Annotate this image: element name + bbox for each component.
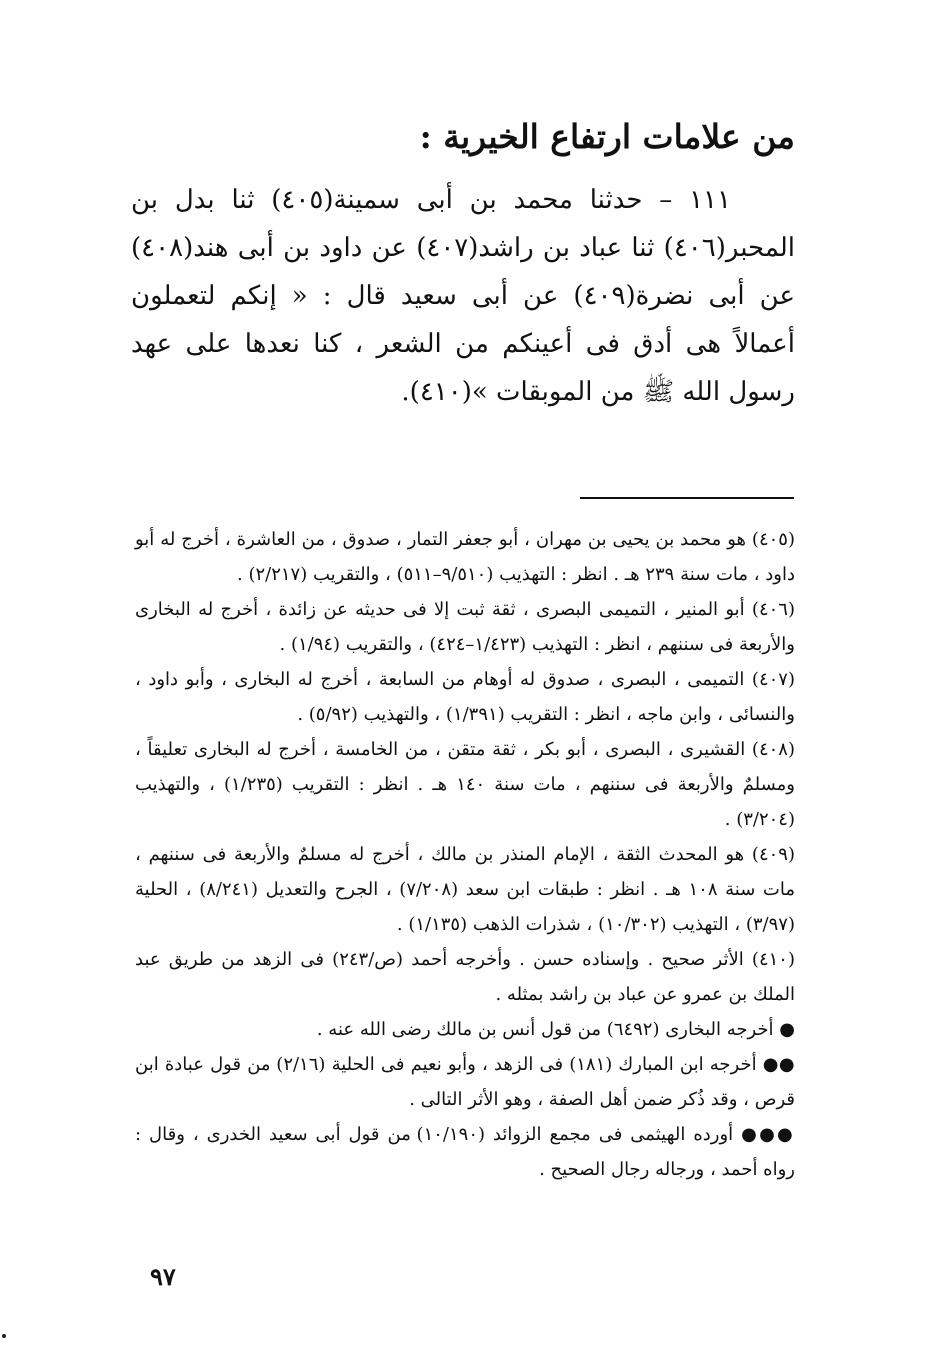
- scan-mark: [2, 1334, 6, 1338]
- footnotes-section: [135, 522, 795, 1187]
- footnote-407: (٤٠٧) التميمى ، البصرى ، صدوق له أوهام من السابعة ، أخرج له البخارى ، وأبو داود ، والنسائى ، وابن ماجه ، انظر : التقريب (١/٣٩١) ، والتهذيب (٥/٩٢) .: [135, 669, 795, 725]
- footnote-409: (٤٠٩) هو المحدث الثقة ، الإمام المنذر بن مالك ، أخرج له مسلمٌ والأربعة فى سننهم ، مات سنة ١٠٨ هـ . انظر : طبقات ابن سعد (٧/٢٠٨) ، الجرح والتعديل (٨/٢٤١) ، الحلية (٣/٩٧) ، التهذيب (١٠/٣٠٢) ، شذرات الذهب (١/١٣٥) .: [135, 844, 795, 935]
- footnote-408: (٤٠٨) القشيرى ، البصرى ، أبو بكر ، ثقة متقن ، من الخامسة ، أخرج له البخارى تعليقاً ، ومسلمٌ والأربعة فى سننهم ، مات سنة ١٤٠ هـ . انظر : التقريب (١/٢٣٥) ، والتهذيب (٣/٢٠٤) .: [135, 739, 795, 830]
- footnote-405: (٤٠٥) هو محمد بن يحيى بن مهران ، أبو جعفر التمار ، صدوق ، من العاشرة ، أخرج له أبو داود ، مات سنة ٢٣٩ هـ . انظر : التهذيب (٩/٥١٠–٥١١) ، والتقريب (٢/٢١٧) .: [135, 529, 795, 585]
- page-number: ٩٧: [150, 1262, 176, 1291]
- footnote-note-2: ●● أخرجه ابن المبارك (١٨١) فى الزهد ، وأبو نعيم فى الحلية (٢/١٦) من قول عبادة ابن قرص ، وقد ذُكر ضمن أهل الصفة ، وهو الأثر التالى .: [135, 1054, 795, 1110]
- section-heading: من علامات ارتفاع الخيرية :: [419, 117, 795, 156]
- footnote-406: (٤٠٦) أبو المنير ، التميمى البصرى ، ثقة ثبت إلا فى حديثه عن زائدة ، أخرج له البخارى والأربعة فى سننهم ، انظر : التهذيب (١/٤٢٣–٤٢٤) ، والتقريب (١/٩٤) .: [135, 599, 795, 655]
- footnote-note-1: ● أخرجه البخارى (٦٤٩٢) من قول أنس بن مالك رضى الله عنه .: [316, 1019, 795, 1040]
- footnote-separator-line: [580, 497, 794, 499]
- footnote-note-3: ●●● أورده الهيثمى فى مجمع الزوائد (١٠/١٩٠) من قول أبى سعيد الخدرى ، وقال : رواه أحمد ، ورجاله رجال الصحيح .: [135, 1124, 795, 1180]
- hadith-text: [131, 176, 795, 416]
- hadith-paragraph: ١١١ – حدثنا محمد بن أبى سمينة(٤٠٥) ثنا بدل بن المحبر(٤٠٦) ثنا عباد بن راشد(٤٠٧) عن داود بن أبى هند(٤٠٨) عن أبى نضرة(٤٠٩) عن أبى سعيد قال : « إنكم لتعملون أعمالاً هى أدق فى أعينكم من الشعر ، كنا نعدها على عهد رسول الله ﷺ من الموبقات »(٤١٠).: [131, 185, 796, 407]
- footnote-410: (٤١٠) الأثر صحيح . وإسناده حسن . وأخرجه أحمد (ص/٢٤٣) فى الزهد من طريق عبد الملك بن عمرو عن عباد بن راشد بمثله .: [135, 949, 796, 1005]
